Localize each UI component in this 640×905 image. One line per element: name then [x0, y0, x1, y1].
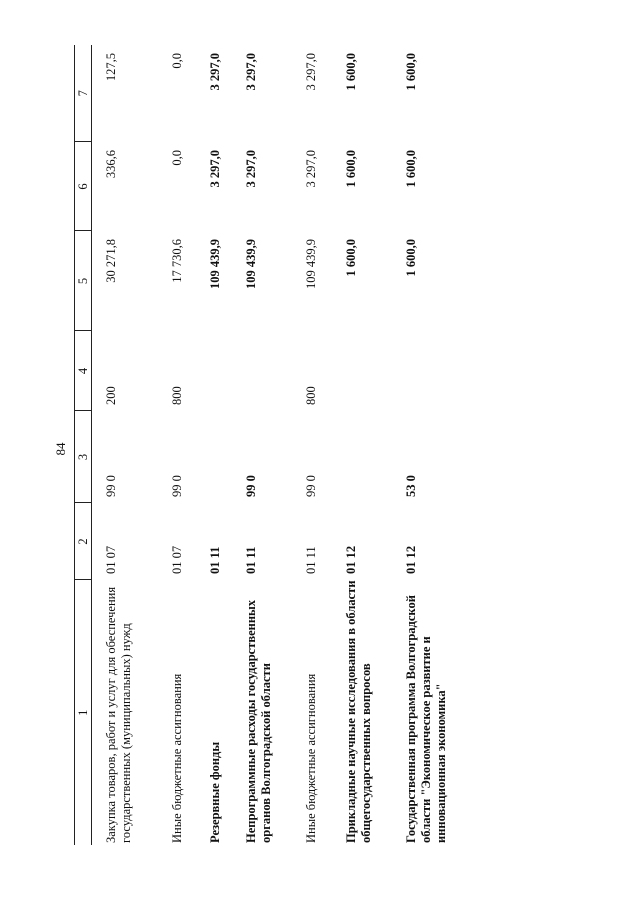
row-section-code: 01 11 — [304, 546, 318, 574]
row-program-code: 99 0 — [170, 475, 184, 497]
table-row — [344, 45, 404, 845]
row-section-code: 01 07 — [170, 545, 184, 574]
column-header-1: 1 — [75, 580, 92, 845]
table-row — [244, 45, 304, 845]
row-amount-7: 1 600,0 — [404, 53, 418, 91]
row-amount-6: 3 297,0 — [208, 150, 222, 188]
row-amount-6: 3 297,0 — [304, 150, 318, 188]
row-program-code — [208, 411, 244, 503]
column-header-5: 5 — [75, 231, 92, 331]
budget-table — [74, 45, 470, 845]
column-header-3: 3 — [75, 411, 92, 503]
column-header-7: 7 — [75, 45, 92, 142]
row-amount-5: 30 271,8 — [104, 239, 118, 283]
row-name: Иные бюджетные ассигнования — [304, 673, 318, 843]
row-name: Резервные фонды — [208, 741, 222, 843]
table-row — [304, 45, 344, 845]
row-expense-type — [208, 331, 244, 411]
row-amount-5: 109 439,9 — [244, 239, 258, 289]
row-amount-7: 0,0 — [170, 53, 184, 69]
row-amount-7: 3 297,0 — [244, 53, 258, 91]
row-section-code: 01 12 — [404, 545, 418, 574]
header-row — [75, 45, 92, 845]
row-section-code: 01 12 — [344, 545, 358, 574]
table-row — [170, 45, 208, 845]
row-program-code: 53 0 — [404, 475, 418, 497]
row-amount-6: 336,6 — [104, 150, 118, 179]
row-amount-7: 3 297,0 — [208, 53, 222, 91]
row-amount-7: 127,5 — [104, 53, 118, 82]
row-program-code: 99 0 — [304, 475, 318, 497]
row-name: Непрограммные расходы государственных органов Волгоградской области — [244, 599, 273, 843]
row-expense-type — [404, 331, 470, 411]
row-amount-6: 1 600,0 — [344, 150, 358, 188]
row-program-code: 99 0 — [244, 475, 258, 497]
row-expense-type: 800 — [304, 386, 318, 405]
table-row — [404, 45, 470, 845]
row-expense-type — [244, 331, 304, 411]
row-amount-5: 109 439,9 — [208, 239, 222, 289]
page-number: 84 — [53, 442, 68, 456]
row-program-code — [344, 411, 404, 503]
table-row — [208, 45, 244, 845]
column-header-6: 6 — [75, 142, 92, 231]
row-amount-5: 1 600,0 — [344, 239, 358, 277]
row-amount-6: 0,0 — [170, 150, 184, 166]
row-amount-5: 109 439,9 — [304, 239, 318, 289]
row-expense-type — [344, 331, 404, 411]
row-amount-6: 3 297,0 — [244, 150, 258, 188]
row-amount-6: 1 600,0 — [404, 150, 418, 188]
row-amount-7: 3 297,0 — [304, 53, 318, 91]
column-header-2: 2 — [75, 503, 92, 580]
row-name: Прикладные научные исследования в области общегосударственных вопросов — [344, 580, 373, 843]
row-section-code: 01 11 — [244, 546, 258, 574]
budget-sheet — [74, 45, 598, 845]
row-amount-5: 1 600,0 — [404, 239, 418, 277]
row-name: Закупка товаров, работ и услуг для обеспечения государственных (муниципальных) нужд — [104, 586, 133, 843]
row-expense-type: 800 — [170, 386, 184, 405]
column-header-4: 4 — [75, 331, 92, 411]
row-section-code: 01 07 — [104, 545, 118, 574]
row-name: Государственная программа Волгоградской области "Экономическое развитие и инновационная экономика" — [404, 595, 448, 843]
row-amount-7: 1 600,0 — [344, 53, 358, 91]
table-row — [92, 45, 171, 845]
row-name: Иные бюджетные ассигнования — [170, 673, 184, 843]
row-expense-type: 200 — [104, 386, 118, 405]
row-amount-5: 17 730,6 — [170, 239, 184, 283]
row-section-code: 01 11 — [208, 546, 222, 574]
row-program-code: 99 0 — [104, 475, 118, 497]
